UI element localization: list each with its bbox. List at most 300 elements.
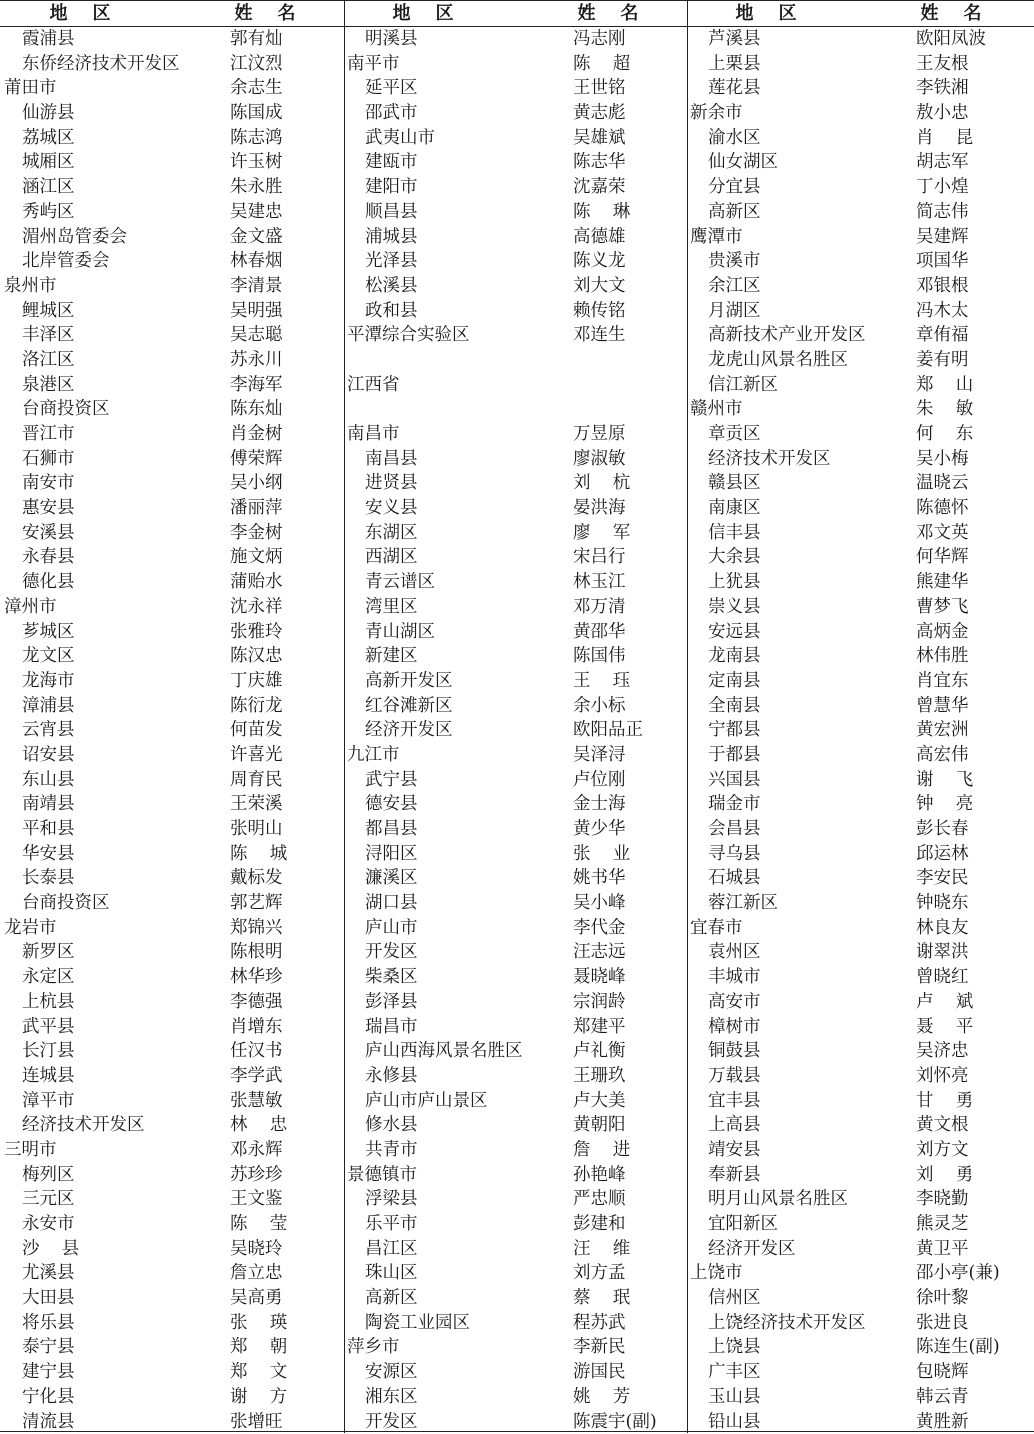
table-row — [686, 1311, 1026, 1336]
person-name: 吴高勇 — [230, 1286, 283, 1311]
table-row — [686, 965, 1026, 990]
district-name: 樟树市 — [708, 1015, 761, 1040]
region-name: 上饶市 — [690, 1261, 743, 1286]
district-name: 安溪县 — [22, 521, 75, 546]
table-row — [343, 718, 683, 743]
region-name: 南平市 — [347, 52, 400, 77]
table-row — [0, 471, 340, 496]
table-row — [343, 743, 683, 768]
person-name: 沈嘉荣 — [573, 175, 626, 200]
district-name: 延平区 — [365, 76, 418, 101]
district-name: 于都县 — [708, 743, 761, 768]
person-name: 张进良 — [916, 1311, 969, 1336]
district-name: 泉港区 — [22, 373, 75, 398]
person-name: 陈志鸿 — [230, 126, 283, 151]
district-name: 西湖区 — [365, 545, 418, 570]
person-name: 吴晓玲 — [230, 1237, 283, 1262]
person-name: 陈连生(副) — [916, 1335, 1000, 1360]
table-row — [343, 1212, 683, 1237]
person-name: 吴明强 — [230, 299, 283, 324]
person-name: 陈东灿 — [230, 397, 283, 422]
district-name: 莲花县 — [708, 76, 761, 101]
person-name: 陈志华 — [573, 150, 626, 175]
person-name: 吴志聪 — [230, 323, 283, 348]
person-name: 熊灵芝 — [916, 1212, 969, 1237]
person-name: 张 业 — [573, 842, 630, 867]
district-name: 明月山风景名胜区 — [708, 1187, 848, 1212]
table-row — [686, 866, 1026, 891]
region-name: 新余市 — [690, 101, 743, 126]
person-name: 陈国伟 — [573, 644, 626, 669]
person-name: 张增旺 — [230, 1410, 283, 1434]
person-name: 黄宏洲 — [916, 718, 969, 743]
district-name: 开发区 — [365, 940, 418, 965]
table-row — [686, 1261, 1026, 1286]
table-row — [686, 595, 1026, 620]
table-row — [686, 76, 1026, 101]
person-name: 丁小煌 — [916, 175, 969, 200]
person-name: 陈 莹 — [230, 1212, 287, 1237]
person-name: 李代金 — [573, 916, 626, 941]
table-row — [0, 1187, 340, 1212]
district-name: 政和县 — [365, 299, 418, 324]
district-name: 浔阳区 — [365, 842, 418, 867]
district-name: 广丰区 — [708, 1360, 761, 1385]
person-name: 李新民 — [573, 1335, 626, 1360]
district-name: 三元区 — [22, 1187, 75, 1212]
person-name: 高宏伟 — [916, 743, 969, 768]
table-row — [0, 1335, 340, 1360]
table-row — [686, 1286, 1026, 1311]
directory-column-2 — [343, 27, 683, 1434]
region-name: 九江市 — [347, 743, 400, 768]
person-name: 李晓勤 — [916, 1187, 969, 1212]
table-row — [0, 768, 340, 793]
district-name: 永春县 — [22, 545, 75, 570]
person-name: 王世铭 — [573, 76, 626, 101]
district-name: 高新技术产业开发区 — [708, 323, 866, 348]
table-row — [343, 323, 683, 348]
table-row — [0, 1360, 340, 1385]
table-row — [686, 27, 1026, 52]
table-row — [0, 669, 340, 694]
district-name: 进贤县 — [365, 471, 418, 496]
person-name: 卢大美 — [573, 1089, 626, 1114]
district-name: 宁化县 — [22, 1385, 75, 1410]
person-name: 肖金树 — [230, 422, 283, 447]
table-top-rule — [0, 0, 1034, 1]
district-name: 上高县 — [708, 1113, 761, 1138]
district-name: 经济技术开发区 — [22, 1113, 145, 1138]
district-name: 湾里区 — [365, 595, 418, 620]
person-name: 欧阳凤波 — [916, 27, 986, 52]
table-row — [686, 669, 1026, 694]
district-name: 尤溪县 — [22, 1261, 75, 1286]
district-name: 石城县 — [708, 866, 761, 891]
person-name: 邵小亭(兼) — [916, 1261, 1000, 1286]
district-name: 新建区 — [365, 644, 418, 669]
person-name: 简志伟 — [916, 200, 969, 225]
table-row — [343, 274, 683, 299]
district-name: 信江新区 — [708, 373, 778, 398]
table-row — [343, 792, 683, 817]
person-name: 陈汉忠 — [230, 644, 283, 669]
district-name: 奉新县 — [708, 1163, 761, 1188]
table-row — [686, 1237, 1026, 1262]
table-row — [343, 76, 683, 101]
person-name: 郑 山 — [916, 373, 973, 398]
table-row — [0, 1138, 340, 1163]
table-row — [0, 1064, 340, 1089]
person-name: 聂晓峰 — [573, 965, 626, 990]
person-name: 赖传铭 — [573, 299, 626, 324]
person-name: 刘大文 — [573, 274, 626, 299]
district-name: 万载县 — [708, 1064, 761, 1089]
person-name: 张 瑛 — [230, 1311, 287, 1336]
district-name: 漳浦县 — [22, 694, 75, 719]
table-row — [343, 1261, 683, 1286]
table-row — [0, 570, 340, 595]
district-name: 平和县 — [22, 817, 75, 842]
table-row — [0, 916, 340, 941]
person-name: 徐叶黎 — [916, 1286, 969, 1311]
person-name: 谢 方 — [230, 1385, 287, 1410]
person-name: 李铁湘 — [916, 76, 969, 101]
district-name: 建宁县 — [22, 1360, 75, 1385]
table-row — [0, 397, 340, 422]
table-row — [343, 891, 683, 916]
district-name: 乐平市 — [365, 1212, 418, 1237]
table-row — [686, 545, 1026, 570]
person-name: 蒲贻水 — [230, 570, 283, 595]
district-name: 庐山市 — [365, 916, 418, 941]
person-name: 廖淑敏 — [573, 447, 626, 472]
person-name: 吴雄斌 — [573, 126, 626, 151]
person-name: 周育民 — [230, 768, 283, 793]
district-name: 龙南县 — [708, 644, 761, 669]
district-name: 梅列区 — [22, 1163, 75, 1188]
table-row — [686, 1360, 1026, 1385]
table-row — [686, 990, 1026, 1015]
district-name: 诏安县 — [22, 743, 75, 768]
person-name: 陈根明 — [230, 940, 283, 965]
person-name: 李德强 — [230, 990, 283, 1015]
district-name: 连城县 — [22, 1064, 75, 1089]
district-name: 瑞金市 — [708, 792, 761, 817]
person-name: 余小标 — [573, 694, 626, 719]
person-name: 甘 勇 — [916, 1089, 973, 1114]
person-name: 苏永川 — [230, 348, 283, 373]
table-row — [686, 743, 1026, 768]
district-name: 安源区 — [365, 1360, 418, 1385]
person-name: 郭艺辉 — [230, 891, 283, 916]
person-name: 高德雄 — [573, 225, 626, 250]
table-row — [0, 792, 340, 817]
district-name: 余江区 — [708, 274, 761, 299]
district-name: 珠山区 — [365, 1261, 418, 1286]
table-row — [686, 1064, 1026, 1089]
region-name: 三明市 — [4, 1138, 57, 1163]
district-name: 瑞昌市 — [365, 1015, 418, 1040]
table-row — [343, 200, 683, 225]
table-row — [343, 694, 683, 719]
district-name: 高新区 — [365, 1286, 418, 1311]
table-row — [0, 1286, 340, 1311]
person-name: 张慧敏 — [230, 1089, 283, 1114]
table-row — [343, 521, 683, 546]
district-name: 大田县 — [22, 1286, 75, 1311]
person-name: 谢翠洪 — [916, 940, 969, 965]
district-name: 漳平市 — [22, 1089, 75, 1114]
district-name: 铅山县 — [708, 1410, 761, 1434]
table-row — [0, 299, 340, 324]
person-name: 姜有明 — [916, 348, 969, 373]
table-row — [343, 1410, 683, 1434]
district-name: 石狮市 — [22, 447, 75, 472]
district-name: 龙虎山风景名胜区 — [708, 348, 848, 373]
table-row — [0, 891, 340, 916]
district-name: 长汀县 — [22, 1039, 75, 1064]
person-name: 任汉书 — [230, 1039, 283, 1064]
person-name: 钟 亮 — [916, 792, 973, 817]
district-name: 月湖区 — [708, 299, 761, 324]
person-name: 陈衍龙 — [230, 694, 283, 719]
header-area: 地 区 — [30, 2, 130, 26]
person-name: 朱 敏 — [916, 397, 973, 422]
person-name: 林玉江 — [573, 570, 626, 595]
table-row — [343, 373, 683, 398]
table-row — [343, 620, 683, 645]
person-name: 聂 平 — [916, 1015, 973, 1040]
district-name: 东山县 — [22, 768, 75, 793]
person-name: 王珊玖 — [573, 1064, 626, 1089]
district-name: 光泽县 — [365, 249, 418, 274]
table-row — [0, 521, 340, 546]
region-name: 萍乡市 — [347, 1335, 400, 1360]
person-name: 韩云青 — [916, 1385, 969, 1410]
district-name: 松溪县 — [365, 274, 418, 299]
person-name: 钟晓东 — [916, 891, 969, 916]
person-name: 郑 文 — [230, 1360, 287, 1385]
directory-column-1 — [0, 27, 340, 1434]
table-row — [0, 620, 340, 645]
person-name: 黄少华 — [573, 817, 626, 842]
person-name: 许玉树 — [230, 150, 283, 175]
person-name: 吴建忠 — [230, 200, 283, 225]
table-row — [686, 1039, 1026, 1064]
person-name: 詹 进 — [573, 1138, 630, 1163]
table-row — [686, 200, 1026, 225]
table-row — [686, 768, 1026, 793]
district-name: 建阳市 — [365, 175, 418, 200]
region-name: 泉州市 — [4, 274, 57, 299]
person-name: 林华珍 — [230, 965, 283, 990]
district-name: 永安市 — [22, 1212, 75, 1237]
person-name: 冯木太 — [916, 299, 969, 324]
person-name: 项国华 — [916, 249, 969, 274]
table-row — [0, 743, 340, 768]
person-name: 曹梦飞 — [916, 595, 969, 620]
person-name: 黄志彪 — [573, 101, 626, 126]
table-row — [343, 126, 683, 151]
region-name: 江西省 — [347, 373, 400, 398]
person-name: 陈 琳 — [573, 200, 630, 225]
district-name: 浦城县 — [365, 225, 418, 250]
table-row — [343, 965, 683, 990]
table-row — [686, 249, 1026, 274]
table-row — [343, 150, 683, 175]
district-name: 沙 县 — [22, 1237, 79, 1262]
table-row — [343, 1039, 683, 1064]
table-row — [343, 471, 683, 496]
district-name: 建瓯市 — [365, 150, 418, 175]
person-name: 游国民 — [573, 1360, 626, 1385]
person-name: 吴建辉 — [916, 225, 969, 250]
table-row — [686, 471, 1026, 496]
person-name: 黄文根 — [916, 1113, 969, 1138]
region-name: 平潭综合实验区 — [347, 323, 470, 348]
table-row — [686, 397, 1026, 422]
table-row — [0, 348, 340, 373]
person-name: 蔡 珉 — [573, 1286, 630, 1311]
table-row — [686, 1138, 1026, 1163]
district-name: 濂溪区 — [365, 866, 418, 891]
person-name: 林 忠 — [230, 1113, 287, 1138]
region-name: 景德镇市 — [347, 1163, 417, 1188]
person-name: 郑建平 — [573, 1015, 626, 1040]
table-row — [686, 150, 1026, 175]
table-row — [0, 249, 340, 274]
district-name: 湖口县 — [365, 891, 418, 916]
table-row — [686, 718, 1026, 743]
district-name: 霞浦县 — [22, 27, 75, 52]
person-name: 苏珍珍 — [230, 1163, 283, 1188]
district-name: 明溪县 — [365, 27, 418, 52]
person-name: 陈 城 — [230, 842, 287, 867]
table-row — [0, 1113, 340, 1138]
district-name: 晋江市 — [22, 422, 75, 447]
table-row — [0, 595, 340, 620]
table-row — [343, 101, 683, 126]
district-name: 龙海市 — [22, 669, 75, 694]
district-name: 仙游县 — [22, 101, 75, 126]
table-row — [343, 545, 683, 570]
table-row — [343, 817, 683, 842]
table-row — [686, 1385, 1026, 1410]
person-name: 邓银根 — [916, 274, 969, 299]
table-row — [343, 595, 683, 620]
district-name: 鲤城区 — [22, 299, 75, 324]
directory-column-3 — [686, 27, 1026, 1434]
district-name: 宁都县 — [708, 718, 761, 743]
table-row — [0, 422, 340, 447]
person-name: 刘方孟 — [573, 1261, 626, 1286]
person-name: 姚书华 — [573, 866, 626, 891]
table-row — [343, 1360, 683, 1385]
table-row — [686, 299, 1026, 324]
person-name: 李金树 — [230, 521, 283, 546]
table-row — [0, 1261, 340, 1286]
person-name: 邓万清 — [573, 595, 626, 620]
table-row — [343, 644, 683, 669]
table-row — [0, 1039, 340, 1064]
person-name: 金士海 — [573, 792, 626, 817]
person-name: 汪志远 — [573, 940, 626, 965]
person-name: 黄朝阳 — [573, 1113, 626, 1138]
person-name: 刘 杭 — [573, 471, 630, 496]
table-row — [343, 1163, 683, 1188]
table-row — [0, 866, 340, 891]
district-name: 南安市 — [22, 471, 75, 496]
person-name: 宗润龄 — [573, 990, 626, 1015]
district-name: 洛江区 — [22, 348, 75, 373]
table-row — [343, 1385, 683, 1410]
district-name: 邵武市 — [365, 101, 418, 126]
district-name: 台商投资区 — [22, 891, 110, 916]
table-row — [0, 52, 340, 77]
district-name: 浮梁县 — [365, 1187, 418, 1212]
district-name: 赣县区 — [708, 471, 761, 496]
person-name: 高炳金 — [916, 620, 969, 645]
district-name: 南昌县 — [365, 447, 418, 472]
table-row — [686, 101, 1026, 126]
district-name: 武宁县 — [365, 768, 418, 793]
table-row — [0, 200, 340, 225]
person-name: 郑 朝 — [230, 1335, 287, 1360]
table-row — [0, 225, 340, 250]
table-row — [343, 866, 683, 891]
district-name: 武夷山市 — [365, 126, 435, 151]
table-row — [686, 1410, 1026, 1434]
person-name: 王 珏 — [573, 669, 630, 694]
table-row — [343, 990, 683, 1015]
person-name: 胡志军 — [916, 150, 969, 175]
table-row — [343, 1335, 683, 1360]
person-name: 张雅玲 — [230, 620, 283, 645]
district-name: 经济开发区 — [708, 1237, 796, 1262]
district-name: 大余县 — [708, 545, 761, 570]
person-name: 黄邵华 — [573, 620, 626, 645]
person-name: 金文盛 — [230, 225, 283, 250]
person-name: 王友根 — [916, 52, 969, 77]
district-name: 高新区 — [708, 200, 761, 225]
person-name: 沈永祥 — [230, 595, 283, 620]
district-name: 信丰县 — [708, 521, 761, 546]
person-name: 谢 飞 — [916, 768, 973, 793]
person-name: 邓文英 — [916, 521, 969, 546]
person-name: 严忠顺 — [573, 1187, 626, 1212]
table-row — [686, 447, 1026, 472]
table-row — [0, 175, 340, 200]
table-row — [0, 694, 340, 719]
table-row — [343, 1311, 683, 1336]
person-name: 李安民 — [916, 866, 969, 891]
person-name: 包晓辉 — [916, 1360, 969, 1385]
person-name: 宋吕行 — [573, 545, 626, 570]
table-row — [343, 27, 683, 52]
district-name: 玉山县 — [708, 1385, 761, 1410]
district-name: 清流县 — [22, 1410, 75, 1434]
header-name: 姓 名 — [210, 2, 320, 26]
table-row — [343, 249, 683, 274]
table-row — [343, 940, 683, 965]
table-row — [686, 323, 1026, 348]
header-name: 姓 名 — [896, 2, 1006, 26]
district-name: 经济技术开发区 — [708, 447, 831, 472]
district-name: 兴国县 — [708, 768, 761, 793]
table-row — [0, 1410, 340, 1434]
header-area: 地 区 — [716, 2, 816, 26]
